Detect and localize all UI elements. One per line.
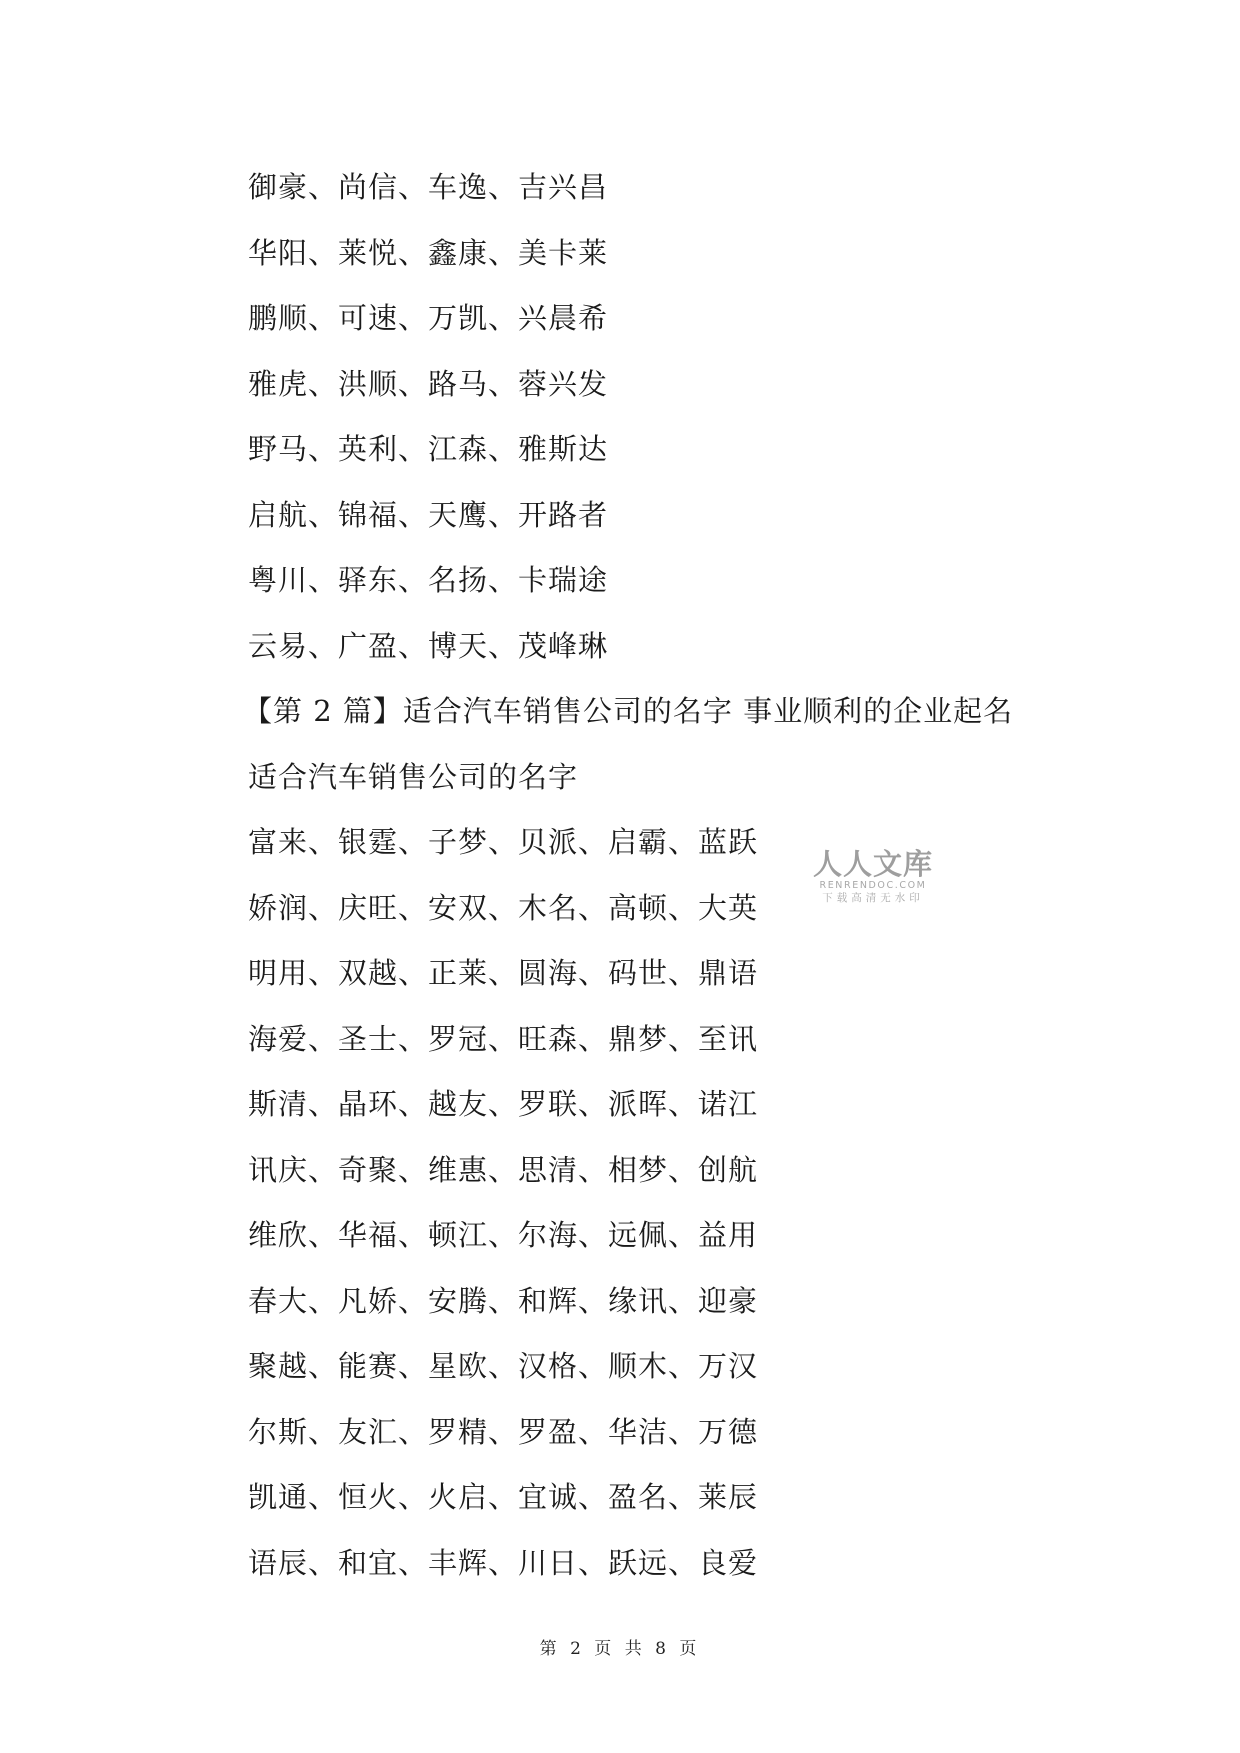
name-list-line: 斯清、晶环、越友、罗联、派晖、诺江 [248,1087,759,1121]
watermark-domain: RENRENDOC.COM [819,880,927,891]
name-list-line: 凯通、恒火、火启、宜诚、盈名、莱辰 [248,1480,759,1514]
name-list-line: 鹏顺、可速、万凯、兴晨希 [248,301,609,335]
name-list-line: 讯庆、奇聚、维惠、思清、相梦、创航 [248,1152,759,1187]
name-list-line: 粤川、驿东、名扬、卡瑞途 [248,563,609,597]
name-list-line: 维欣、华福、顿江、尔海、远佩、益用 [248,1218,759,1252]
name-list-line: 野马、英利、江森、雅斯达 [248,432,609,466]
watermark [808,848,938,905]
watermark-subtitle: 下载高清无水印 [822,892,924,904]
name-list-line: 富来、银霆、子梦、贝派、启霸、蓝跃 [248,825,759,859]
section-subheading: 适合汽车销售公司的名字 [248,759,579,794]
name-list-line: 雅虎、洪顺、路马、蓉兴发 [248,366,609,401]
name-list-line: 云易、广盈、博天、茂峰琳 [248,628,609,663]
name-list-line: 聚越、能赛、星欧、汉格、顺木、万汉 [248,1349,759,1383]
watermark-title: 人人文库 [812,847,933,881]
name-list-line: 春大、凡娇、安腾、和辉、缘讯、迎豪 [248,1283,759,1318]
name-list-line: 娇润、庆旺、安双、木名、高顿、大英 [248,890,759,925]
section-heading: 【第 2 篇】适合汽车销售公司的名字 事业顺利的企业起名 [243,694,1014,728]
name-list-line: 御豪、尚信、车逸、吉兴昌 [248,170,609,204]
name-list-line: 语辰、和宜、丰辉、川日、跃远、良爱 [248,1545,759,1580]
name-list-line: 尔斯、友汇、罗精、罗盈、华洁、万德 [248,1414,759,1449]
name-list-line: 海爱、圣士、罗冠、旺森、鼎梦、至讯 [248,1021,759,1056]
page-number-footer: 第 2 页 共 8 页 [539,1639,701,1659]
name-list-line: 启航、锦福、天鹰、开路者 [248,497,609,532]
name-list-line: 明用、双越、正莱、圆海、码世、鼎语 [248,956,759,990]
name-list-line: 华阳、莱悦、鑫康、美卡莱 [248,235,609,270]
